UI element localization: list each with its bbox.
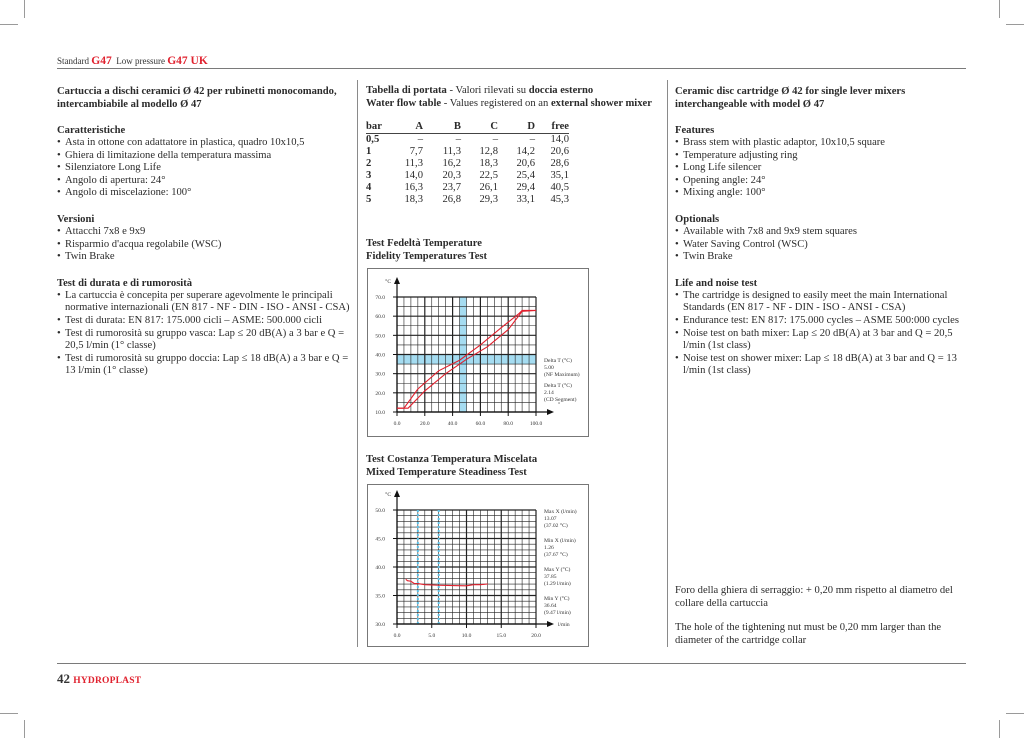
list-item: • Silenziatore Long Life <box>57 162 352 175</box>
italian-column <box>57 85 352 378</box>
crop-mark <box>0 713 18 714</box>
list-item: • Asta in ottone con adattatore in plastica, quadro 10x10,5 <box>57 137 352 150</box>
column-header: D <box>498 121 535 134</box>
x-tick-label: 10.0 <box>461 633 472 639</box>
annotation-label: Min Y (°C) <box>544 596 570 602</box>
low-pressure-code: G47 UK <box>167 55 208 67</box>
note-en: The hole of the tightening nut must be 0,20 mm larger than the diameter of the cartridge collar <box>675 622 942 646</box>
y-tick-label: 10.0 <box>375 410 385 416</box>
annotation-note: (NF Maximum) <box>544 372 580 378</box>
annotation-value: 5.00 <box>544 365 554 371</box>
y-tick-label: 30.0 <box>375 371 385 378</box>
cell: 33,1 <box>516 194 535 206</box>
cell: 16,3 <box>404 182 423 194</box>
list-item: • Water Saving Control (WSC) <box>675 239 973 252</box>
page-number: 42 <box>57 671 70 686</box>
y-axis-arrow-icon <box>394 490 400 497</box>
cell: 16,2 <box>442 158 461 170</box>
annotation-value: 37.85 <box>544 574 557 580</box>
column-header: A <box>386 121 423 134</box>
cell: 26,1 <box>479 182 498 194</box>
y-tick-label: 50.0 <box>375 333 385 340</box>
x-tick-label: 20.0 <box>531 633 541 639</box>
x-tick-label: 0.0 <box>393 421 401 427</box>
list-item: • Twin Brake <box>57 251 352 264</box>
annotation-value: 13.07 <box>544 516 557 522</box>
cell: – <box>529 134 535 146</box>
italian-title: Cartuccia a dischi ceramici Ø 42 per rubinetti monocomando, intercambiabile al modello Ø 47 <box>57 86 337 110</box>
table-header-row <box>366 121 569 134</box>
list-item: • Long Life silencer <box>675 162 973 175</box>
cell: 0,5 <box>366 134 380 146</box>
x-tick-label: 40.0 <box>447 421 458 427</box>
cell: 5 <box>366 194 372 206</box>
flow-table-title-it <box>366 85 662 98</box>
optionals-list <box>675 226 973 264</box>
table-row <box>366 134 569 147</box>
table-row <box>366 170 569 182</box>
cell: 11,3 <box>442 146 461 158</box>
annotation-note: (1.29 l/min) <box>544 581 571 587</box>
column-divider <box>357 80 358 647</box>
chart2-title <box>366 454 537 479</box>
low-pressure-label: Low pressure <box>116 56 165 66</box>
cell: 14,0 <box>550 134 569 146</box>
list-item: • Test di durata: EN 817: 175.000 cicli – ASME: 500.000 cicli <box>57 315 352 328</box>
list-item: • Noise test on shower mixer: Lap ≤ 18 dB(A) at 3 bar and Q = 13 l/min (1st class) <box>675 353 973 378</box>
y-tick-label: 70.0 <box>375 295 385 301</box>
x-tick-label: 0.0 <box>393 633 401 639</box>
fidelity-chart-frame <box>367 268 589 437</box>
y-tick-label: 60.0 <box>375 314 385 321</box>
annotation-note: (CD Segment) <box>544 397 577 403</box>
flow-table <box>366 121 569 206</box>
title-bold: Tabella di portata <box>366 85 447 96</box>
list-item: • Mixing angle: 100° <box>675 187 973 200</box>
fidelity-temperature-chart <box>368 269 588 436</box>
cell: 11,3 <box>404 158 423 170</box>
note-it: Foro della ghiera di serraggio: + 0,20 mm rispetto al diametro del collare della cartuccia <box>675 585 953 609</box>
features-list-en <box>675 137 973 200</box>
cell: 2 <box>366 158 372 170</box>
list-item: • Temperature adjusting ring <box>675 150 973 163</box>
x-tick-label: 5.0 <box>428 633 436 639</box>
crop-mark <box>24 720 25 738</box>
list-item: • Angolo di miscelazione: 100° <box>57 187 352 200</box>
annotation-label: Max Y (°C) <box>544 567 571 573</box>
tests-list-it <box>57 290 352 378</box>
chart2-title-it: Test Costanza Temperatura Miscelata <box>366 454 538 465</box>
x-tick-label: 15.0 <box>496 633 507 639</box>
crop-mark <box>24 0 25 18</box>
cell: 18,3 <box>479 158 498 170</box>
x-axis-arrow-icon <box>547 409 554 415</box>
table-row <box>366 194 569 206</box>
cell: 28,6 <box>550 158 569 170</box>
cell: 18,3 <box>404 194 423 206</box>
cell: – <box>492 134 498 146</box>
list-item: • Test di rumorosità su gruppo vasca: Lap ≤ 20 dB(A) a 3 bar e Q = 20,5 l/min (1° classe) <box>57 328 352 353</box>
y-tick-label: 35.0 <box>375 593 385 600</box>
tests-heading-it: Test di durata e di rumorosità <box>57 277 193 289</box>
column-header: bar <box>366 121 386 134</box>
table-row <box>366 146 569 158</box>
column-header: C <box>461 121 498 134</box>
y-axis-arrow-icon <box>394 277 400 284</box>
features-heading-en: Features <box>675 125 715 136</box>
list-item: • Test di rumorosità su gruppo doccia: Lap ≤ 18 dB(A) a 3 bar e Q = 13 l/min (1° classe) <box>57 353 352 378</box>
page-footer <box>57 671 141 687</box>
list-item: • Angolo di apertura: 24° <box>57 175 352 188</box>
cell: 22,5 <box>479 170 498 182</box>
table-row <box>366 158 569 170</box>
list-item: • Risparmio d'acqua regolabile (WSC) <box>57 239 352 252</box>
y-tick-label: 20.0 <box>375 390 385 397</box>
title-text: - Values registered on an <box>441 97 551 109</box>
annotation-label: Delta T (°C) <box>544 358 572 364</box>
cell: 20,3 <box>442 170 461 182</box>
title-text: - Valori rilevati su <box>446 85 529 96</box>
steadiness-temperature-chart <box>368 485 588 646</box>
steadiness-chart-frame <box>367 484 589 647</box>
y-tick-label: 40.0 <box>375 352 385 359</box>
footer-rule <box>57 663 966 664</box>
cell: 45,3 <box>550 194 569 206</box>
table-row <box>366 182 569 194</box>
annotation-value: 1.26 <box>544 545 554 551</box>
chart1-title-it: Test Fedeltà Temperature <box>366 238 482 249</box>
cell: – <box>417 134 423 146</box>
chart1-title-en: Fidelity Temperatures Test <box>366 250 488 262</box>
x-tick-label: 100.0 <box>529 421 543 427</box>
cell: 29,3 <box>479 194 498 206</box>
column-divider <box>667 80 668 647</box>
list-item: • Opening angle: 24° <box>675 175 973 188</box>
list-item: • Endurance test: EN 817: 175.000 cycles – ASME 500:000 cycles <box>675 315 973 328</box>
crop-mark <box>0 24 18 25</box>
crop-mark <box>1006 713 1024 714</box>
cell: 4 <box>366 182 372 194</box>
y-axis-label: °C <box>385 279 391 285</box>
versions-list <box>57 226 352 264</box>
cell: 20,6 <box>550 146 569 158</box>
annotation-label: Max X (l/min) <box>544 509 577 515</box>
title-bold: external shower mixer <box>550 97 652 109</box>
crop-mark <box>1006 24 1024 25</box>
cell: 20,6 <box>516 158 535 170</box>
versions-heading: Versioni <box>57 213 95 225</box>
x-axis-label: ° <box>558 402 561 408</box>
annotation-value: 2.14 <box>544 390 554 396</box>
cell: 14,0 <box>404 170 423 182</box>
cell: – <box>455 134 461 146</box>
annotation-value: 36.64 <box>544 603 557 609</box>
standard-label: Standard <box>57 56 89 66</box>
title-bold: doccia esterno <box>528 85 594 96</box>
cell: 40,5 <box>550 182 569 194</box>
x-axis-label: l/min <box>558 622 570 628</box>
cell: 3 <box>366 170 372 182</box>
cell: 12,8 <box>479 146 498 158</box>
x-tick-label: 20.0 <box>419 421 430 427</box>
standard-code: G47 <box>91 55 112 67</box>
english-title: Ceramic disc cartridge Ø 42 for single lever mixers interchangeable with model Ø 47 <box>675 86 906 110</box>
cell: 7,7 <box>409 146 423 158</box>
list-item: • Ghiera di limitazione della temperatura massima <box>57 150 352 163</box>
optionals-heading: Optionals <box>675 213 720 225</box>
y-axis-label: °C <box>385 492 391 498</box>
brand-name: HYDROPLAST <box>73 676 142 686</box>
column-header: B <box>423 121 461 134</box>
y-tick-label: 45.0 <box>375 536 385 543</box>
annotation-note: (37.02 °C) <box>544 523 568 529</box>
x-tick-label: 80.0 <box>503 421 514 427</box>
english-column <box>675 85 973 378</box>
tests-list-en <box>675 290 973 378</box>
title-bold: Water flow table <box>366 97 442 109</box>
features-heading-it: Caratteristiche <box>57 125 126 136</box>
list-item: • Brass stem with plastic adaptor, 10x10,5 square <box>675 137 973 150</box>
list-item: • Attacchi 7x8 e 9x9 <box>57 226 352 239</box>
cell: 25,4 <box>516 170 535 182</box>
annotation-label: Delta T (°C) <box>544 383 572 389</box>
x-axis-arrow-icon <box>547 621 554 627</box>
cell: 26,8 <box>442 194 461 206</box>
x-tick-label: 60.0 <box>475 421 486 427</box>
flow-table-title-en <box>366 98 662 111</box>
cell: 1 <box>366 146 372 158</box>
cell: 35,1 <box>550 170 569 182</box>
list-item: • Available with 7x8 and 9x9 stem squares <box>675 226 973 239</box>
middle-column <box>366 85 662 206</box>
column-header: free <box>535 121 569 134</box>
chart2-title-en: Mixed Temperature Steadiness Test <box>366 466 527 478</box>
cell: 29,4 <box>516 182 535 194</box>
annotation-note: (37.67 °C) <box>544 552 568 558</box>
crop-mark <box>999 0 1000 18</box>
chart1-title <box>366 238 487 263</box>
tests-heading-en: Life and noise test <box>675 277 758 289</box>
features-list-it <box>57 137 352 200</box>
list-item: • Noise test on bath mixer: Lap ≤ 20 dB(A) at 3 bar and Q = 20,5 l/min (1st class) <box>675 328 973 353</box>
y-tick-label: 30.0 <box>375 622 385 628</box>
header-rule <box>57 68 966 69</box>
y-tick-label: 50.0 <box>375 508 385 514</box>
list-item: • La cartuccia è concepita per superare agevolmente le principali normative internazionali (EN 817 - NF - DIN - ISO - ANSI - CSA) <box>57 290 352 315</box>
tightening-note <box>675 585 973 647</box>
crop-mark <box>999 720 1000 738</box>
page-header <box>57 55 208 67</box>
cell: 14,2 <box>516 146 535 158</box>
list-item: • Twin Brake <box>675 251 973 264</box>
cell: 23,7 <box>442 182 461 194</box>
annotation-note: (9.47 l/min) <box>544 610 571 616</box>
y-tick-label: 40.0 <box>375 565 385 571</box>
annotation-label: Min X (l/min) <box>544 538 576 544</box>
list-item: • The cartridge is designed to easily meet the main International Standards (EN 817 - NF - DIN - ISO - ANSI - CSA) <box>675 290 973 315</box>
